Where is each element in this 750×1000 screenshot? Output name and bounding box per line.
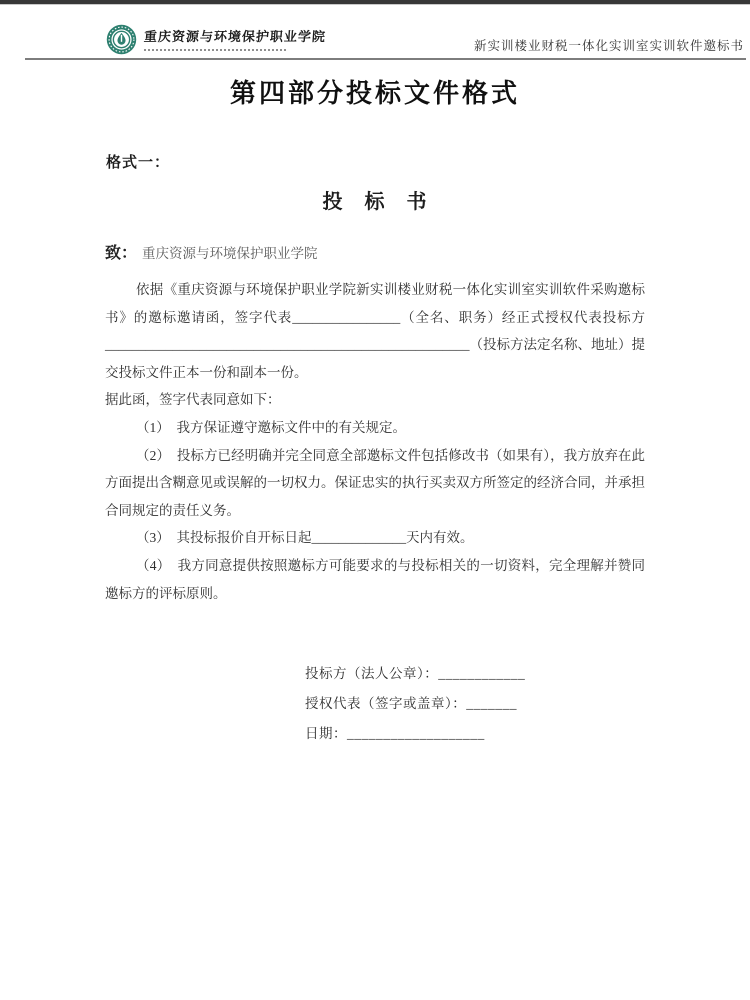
signature-bidder-seal-line: 投标方（法人公章）：____________	[305, 666, 526, 682]
list-item-4: （4） 我方同意提供按照邀标方可能要求的与投标相关的一切资料，完全理解并赞同邀标方的评标原则。	[105, 557, 645, 601]
format-label: 格式一：	[106, 155, 171, 171]
page-header	[0, 5, 750, 55]
signature-authorized-rep-line: 授权代表（签字或盖章）：_______	[305, 696, 517, 712]
logo-text-column	[144, 24, 326, 53]
part-title: 第四部分投标文件格式	[229, 79, 520, 108]
document-header-title: 新实训楼业财税一体化实训室实训软件邀标书	[473, 39, 744, 53]
list-item-2: （2） 投标方已经明确并完全同意全部邀标文件包括修改书（如果有），我方放弃在此方面提出含糊意见或误解的一切权力。保证忠实的执行买卖双方所签定的经济合同，并承担合同规定的责任义务。	[105, 447, 645, 518]
header-divider	[25, 58, 746, 60]
bid-document-title: 投 标 书	[322, 191, 428, 213]
list-item-3: （3） 其投标报价自开标日起______________天内有效。	[136, 530, 474, 546]
addressee-line	[105, 241, 645, 267]
signature-date-line: 日期：___________________	[305, 726, 485, 742]
college-logo-block	[106, 24, 326, 55]
document-body	[105, 241, 645, 607]
signature-block	[305, 659, 750, 749]
college-name: 重庆资源与环境保护职业学院	[143, 29, 327, 44]
paragraph-basis: 依据《重庆资源与环境保护职业学院新实训楼业财税一体化实训室实训软件采购邀标书》的邀标邀请函，签字代表________________（全名、职务）经正式授权代表投标方______________________________________________________（投标方法定名称、地址）提交投标文件正本一份和副本一份。	[105, 282, 645, 380]
addressee-label: 致：	[105, 245, 138, 262]
logo-subtext-decoration	[144, 49, 286, 53]
college-seal-icon	[106, 24, 137, 55]
paragraph-agree-intro: 据此函，签字代表同意如下：	[105, 392, 281, 408]
addressee-value: 重庆资源与环境保护职业学院	[142, 246, 318, 261]
list-item-1: （1） 我方保证遵守邀标文件中的有关规定。	[136, 419, 407, 435]
